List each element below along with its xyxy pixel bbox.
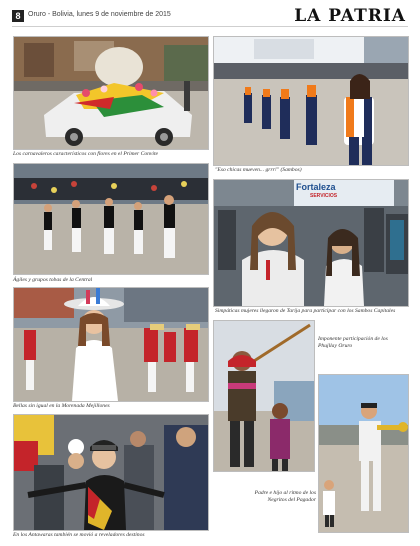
photo-musician-white	[318, 374, 409, 533]
photo-morenada	[13, 287, 209, 402]
photo-women-tarija	[213, 179, 409, 307]
caption-samba-dancers: "Eso chicas mueven... grrr!" (Sambos)	[215, 167, 302, 173]
caption-father-son: Padre e hijo al ritmo de los Negritos del Pagador	[254, 490, 316, 503]
header-divider	[12, 26, 408, 27]
photo-antawaras-dancer	[13, 414, 209, 531]
caption-tobas-dancers: Ágiles y grupos tobas de la Central	[13, 277, 93, 283]
newspaper-masthead: LA PATRIA	[294, 6, 406, 26]
caption-participation: Imponente participación de los Phujllay Oruro	[318, 336, 388, 349]
photo-decorated-car	[13, 36, 209, 150]
page-number: 8	[12, 10, 24, 22]
storefront-sign: Fortaleza	[296, 182, 336, 192]
dateline: Oruro - Bolivia, lunes 9 de noviembre de 2015	[28, 11, 171, 18]
storefront-sign-sub: SERVICIOS	[310, 193, 338, 199]
photo-father-son	[213, 320, 315, 472]
photo-samba-dancers	[213, 36, 409, 166]
caption-antawaras: En los Antawaras también se movió a reveladores destinos	[13, 532, 145, 538]
photo-tobas-dancers	[13, 163, 209, 275]
caption-women-tarija: Simpáticas mujeres llegaron de Tarija para participar con los Sambos Capitales	[215, 308, 396, 314]
caption-decorated-car: Los carnavaleros característicos con flores en el Primer Convite	[13, 151, 159, 157]
caption-morenada: Bellas sin igual en la Morenada Mejillones	[13, 403, 110, 409]
